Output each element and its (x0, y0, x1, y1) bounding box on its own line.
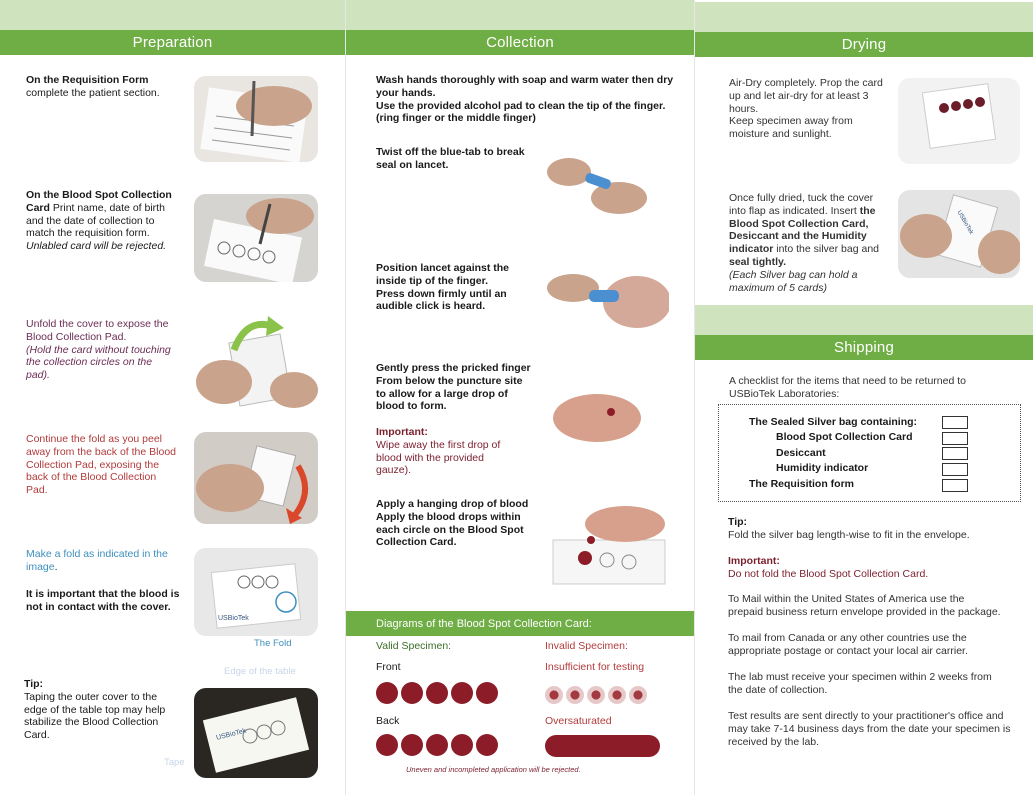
shipping-important: Important: Do not fold the Blood Spot Collection Card. (728, 555, 929, 580)
collection-important-note: Important: Wipe away the first drop of blood with the provided gauze). (376, 426, 501, 477)
collection-apply-step: Apply a hanging drop of blood Apply the blood drops within each circle on the Blood Spot Collection Card. (376, 498, 529, 549)
drying-header-band (695, 2, 1033, 57)
oversaturated-spots (545, 735, 660, 757)
collection-title: Collection (486, 34, 554, 51)
unfold-photo (194, 312, 318, 408)
tape-photo (194, 688, 318, 778)
shipping-us-mail: To Mail within the United States of America use the prepaid business return envelope provided in the package. (728, 593, 1001, 618)
prep-important-note: It is important that the blood is not in contact with the cover. (26, 588, 180, 613)
preparation-panel (0, 0, 345, 795)
blood-spot (476, 682, 498, 704)
valid-specimen-label: Valid Specimen: (376, 640, 452, 652)
drying-tuck-step: Once fully dried, tuck the cover into flap as indicated. Insert the Blood Spot Collection Card, Desiccant and the Humidity indicator into the silver bag and seal tightly. (Each Silver bag can hold a maximum of 5 cards) (729, 192, 879, 294)
checklist-item-desiccant: Desiccant (776, 447, 826, 459)
shipping-title: Shipping (834, 339, 894, 356)
shipping-header-band (695, 305, 1033, 360)
blood-spot (401, 682, 423, 704)
rejection-footnote: Uneven and incompleted application will be rejected. (406, 765, 581, 774)
insufficient-spots (545, 686, 647, 704)
drying-shipping-panel (695, 0, 1033, 795)
collection-header-band (346, 0, 694, 55)
blood-spot (426, 734, 448, 756)
finger-press-photo (545, 380, 645, 450)
prep-step-unfold: Unfold the cover to expose the Blood Collection Pad. (Hold the card without touching the collection circles on the pad). (26, 318, 171, 382)
shipping-lab-deadline: The lab must receive your specimen within 2 weeks from the date of collection. (728, 671, 992, 696)
lancet-position-photo (545, 258, 669, 348)
valid-back-spots (376, 734, 498, 756)
requisition-photo (194, 76, 318, 162)
checkbox-humidity[interactable] (942, 463, 968, 476)
prep-tip: Tip: Taping the outer cover to the edge of the table top may help stabilize the Blood Collection Card. (24, 678, 166, 742)
svg-text:USBioTek: USBioTek (955, 209, 974, 236)
front-label: Front (376, 661, 401, 673)
prep-step-fold: Make a fold as indicated in the image. (26, 548, 168, 573)
shipping-checklist-intro: A checklist for the items that need to be returned to USBioTek Laboratories: (729, 375, 966, 400)
oversaturated-label: Oversaturated (545, 715, 612, 727)
prep-step-requisition: On the Requisition Form complete the patient section. (26, 74, 160, 99)
blood-spot (629, 686, 647, 704)
edge-of-table-label: Edge of the table (224, 666, 296, 677)
blood-spot (376, 734, 398, 756)
blood-spot (451, 682, 473, 704)
apply-drop-photo (545, 500, 669, 590)
blood-spot (545, 686, 563, 704)
blood-spot (566, 686, 584, 704)
collection-wash-step: Wash hands thoroughly with soap and warm water then dry your hands. Use the provided alcohol pad to clean the tip of the finger. (ring finger or the middle finger) (376, 74, 674, 125)
air-dry-photo (898, 78, 1020, 164)
shipping-results-note: Test results are sent directly to your practitioner's office and may take 7-14 business days from the date your specimen is received by the lab. (728, 710, 1011, 748)
valid-front-spots (376, 682, 498, 704)
insufficient-label: Insufficient for testing (545, 661, 645, 673)
lancet-twist-photo (545, 148, 649, 216)
checklist-item-requisition: The Requisition form (749, 478, 854, 490)
diagram-title: Diagrams of the Blood Spot Collection Card: (376, 618, 592, 630)
peel-photo (194, 432, 318, 524)
collection-twist-step: Twist off the blue-tab to break seal on lancet. (376, 146, 525, 171)
collection-position-step: Position lancet against the inside tip of the finger. Press down firmly until an audible click is heard. (376, 262, 510, 313)
checklist-item-card: Blood Spot Collection Card (776, 431, 913, 443)
checklist-item-humidity: Humidity indicator (776, 462, 869, 474)
preparation-title: Preparation (132, 34, 213, 51)
checkbox-card[interactable] (942, 432, 968, 445)
checkbox-silver-bag[interactable] (942, 416, 968, 429)
back-label: Back (376, 715, 400, 727)
silver-bag-photo (898, 190, 1020, 278)
drying-title: Drying (841, 36, 887, 53)
checkbox-desiccant[interactable] (942, 447, 968, 460)
blood-spot (476, 734, 498, 756)
fold-photo (194, 548, 318, 636)
invalid-specimen-label: Invalid Specimen: (545, 640, 628, 652)
tape-label: Tape (164, 757, 185, 768)
collection-panel (345, 0, 695, 795)
prep-step-peel: Continue the fold as you peel away from the back of the Blood Collection Pad, exposing the back of the Blood Collection Pad. (26, 433, 176, 497)
checklist-item-silver-bag: The Sealed Silver bag containing: (749, 416, 918, 428)
checkbox-requisition[interactable] (942, 479, 968, 492)
drying-air-step: Air-Dry completely. Prop the card up and let air-dry for at least 3 hours. Keep specimen away from moisture and sunlight. (729, 77, 883, 141)
card-label-photo (194, 194, 318, 282)
shipping-canada-mail: To mail from Canada or any other countries use the appropriate postage or contact your local air carrier. (728, 632, 968, 657)
preparation-header-band (0, 0, 345, 55)
blood-spot (426, 682, 448, 704)
shipping-tip: Tip: Fold the silver bag length-wise to fit in the envelope. (728, 516, 970, 541)
svg-text:USBioTek: USBioTek (215, 727, 248, 742)
diagram-title-band (346, 611, 694, 636)
blood-spot (401, 734, 423, 756)
blood-spot (376, 682, 398, 704)
blood-spot (608, 686, 626, 704)
prep-step-card-label: On the Blood Spot Collection Card Print name, date of birth and the date of collection to match the requisition form. Unlabled card will be rejected. (26, 189, 172, 253)
fold-label: The Fold (254, 638, 292, 649)
blood-spot (587, 686, 605, 704)
collection-press-step: Gently press the pricked finger From below the puncture site to allow for a large drop of blood to form. (376, 362, 531, 413)
svg-text:USBioTek: USBioTek (218, 615, 249, 622)
blood-spot (451, 734, 473, 756)
